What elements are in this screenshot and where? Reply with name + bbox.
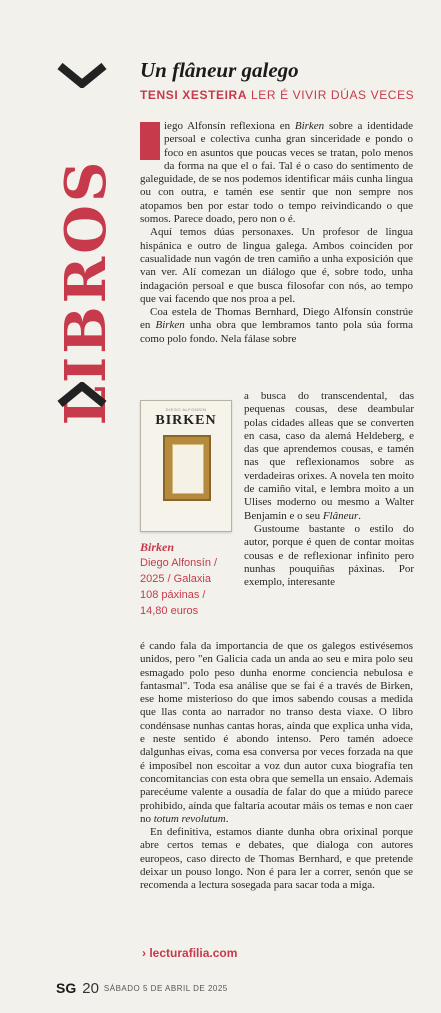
section-banner [53,58,119,428]
book-year-publisher: 2025 / Galaxia [140,573,211,585]
paragraph-1: iego Alfonsín reflexiona en Birken sobre a identidade persoal e colectiva cunha gran sinceridade e pondo o foco en asuntos que poucas veces se tratan, polo menos da forma na que el o fai. Tal é o caso do sentimento de galeguidade, de se nos podemos identificar máis cunha lingua ou con outra, e tamén ese sentir que non sempre nos atopamos ben por estar todo o tempo reivindicando o que somos. Parece doado, pero non o é. [140,120,413,226]
article-headline: Un flâneur galego [140,58,299,82]
section-title: LIBROS [53,158,119,426]
paragraph-3-cont: a busca do transcendental, das pequenas cousas, dese deambular polas cidades alleas que se converten en casa, caso da alemá Heldeberg, e das que aprendemos cousas, e tamén nas que reflexionamos sobre as verdadeiras orixes. A novela ten moito de camiño vital, e lembra moito a un Ulises moderno ou mesmo a Walter Benjamin e o seu Flâneur. [244,390,414,522]
source-url: lecturafilia.com [149,946,238,960]
paragraph-4-start: Gustoume bastante o estilo do autor, porque é quen de contar moitas cousas e de reflexionar infinito pero nunhas pouquiñas páxinas. Por exemplo, interesante [244,522,414,589]
article-body-top [140,120,413,346]
page-number: 20 [82,979,99,997]
byline [140,88,415,102]
book-title: Birken [140,540,175,554]
article-body-narrow [244,390,414,589]
page-footer [56,978,228,998]
blog-name: LER É VIVIR DÚAS VECES [251,88,415,102]
chevron-right-icon [56,382,108,408]
book-info [140,539,240,619]
book-author: Diego Alfonsín / [140,557,218,569]
paragraph-4-cont: é cando fala da importancia de que os galegos estivésemos unidos, pero "en Galicia cada un anda ao seu e mira polo seu esmagado polo peso dunha enorme conciencia nebulosa e fantasmal". Toda esa análise que se fai é a través de Birken, ese home misterioso do que imos sabendo cousas a medida que llas conta ao narrador no transo desta viaxe. O libro condénsase nunhas cantas horas, aínda que explica unha vida, e neste sentido é abondo intenso. Pero tamén adoece dalgunhas eivas, coma esa conversa por veces forzada na que é imposíbel non escoitar a voz dun autor cuxa biografía ten concomitancias con esta obra que semella un ensaio. Ademais parecéume valente a ousadía de falar do que a miúdo parece prohibido, aínda que faltaría acoutar máis os temas e non caer no totum revolutum. [140,640,413,825]
cover-frame-image [163,435,211,501]
source-link[interactable] [142,946,237,960]
author-name: TENSI XESTEIRA [140,88,248,102]
paragraph-5: En definitiva, estamos diante dunha obra orixinal porque abre certos temas e debates, que dialoga con autores europeos, caso directo de Thomas Bernhard, e que pretende deixar un pouso longo. Non é para ler a correr, senón que se recomenda a lectura sosegada para sacar toda a miga. [140,826,413,892]
cover-title: BIRKEN [155,413,217,428]
cover-author: DIEGO ALFONSÍN [165,407,207,412]
book-cover [140,400,232,532]
paragraph-2: Aquí temos dúas personaxes. Un profesor de lingua hispánica e outro de lingua galega. Ambos coinciden por casualidade nun vagón de tren camiño a unha exposición que van ver. Alí comezan un diálogo que é, sobre todo, unha indagación persoal e que busca filosofar con nós, ao tempo que vai facendo que nos proa a pel. [140,226,413,305]
drop-cap [140,122,160,160]
article-body-bottom [140,640,413,893]
chevron-down-icon [56,62,108,88]
paragraph-3-start: Coa estela de Thomas Bernhard, Diego Alfonsín constrúe en Birken unha obra que lembramos tanto pola súa forma como polo fondo. Nela fálase sobre [140,306,413,345]
book-price: 14,80 euros [140,605,199,617]
arrow-right-icon: › [142,946,146,960]
book-pages: 108 páxinas / [140,589,206,601]
publication-logo: SG [56,980,77,996]
issue-date: SÁBADO 5 DE ABRIL DE 2025 [103,983,228,993]
